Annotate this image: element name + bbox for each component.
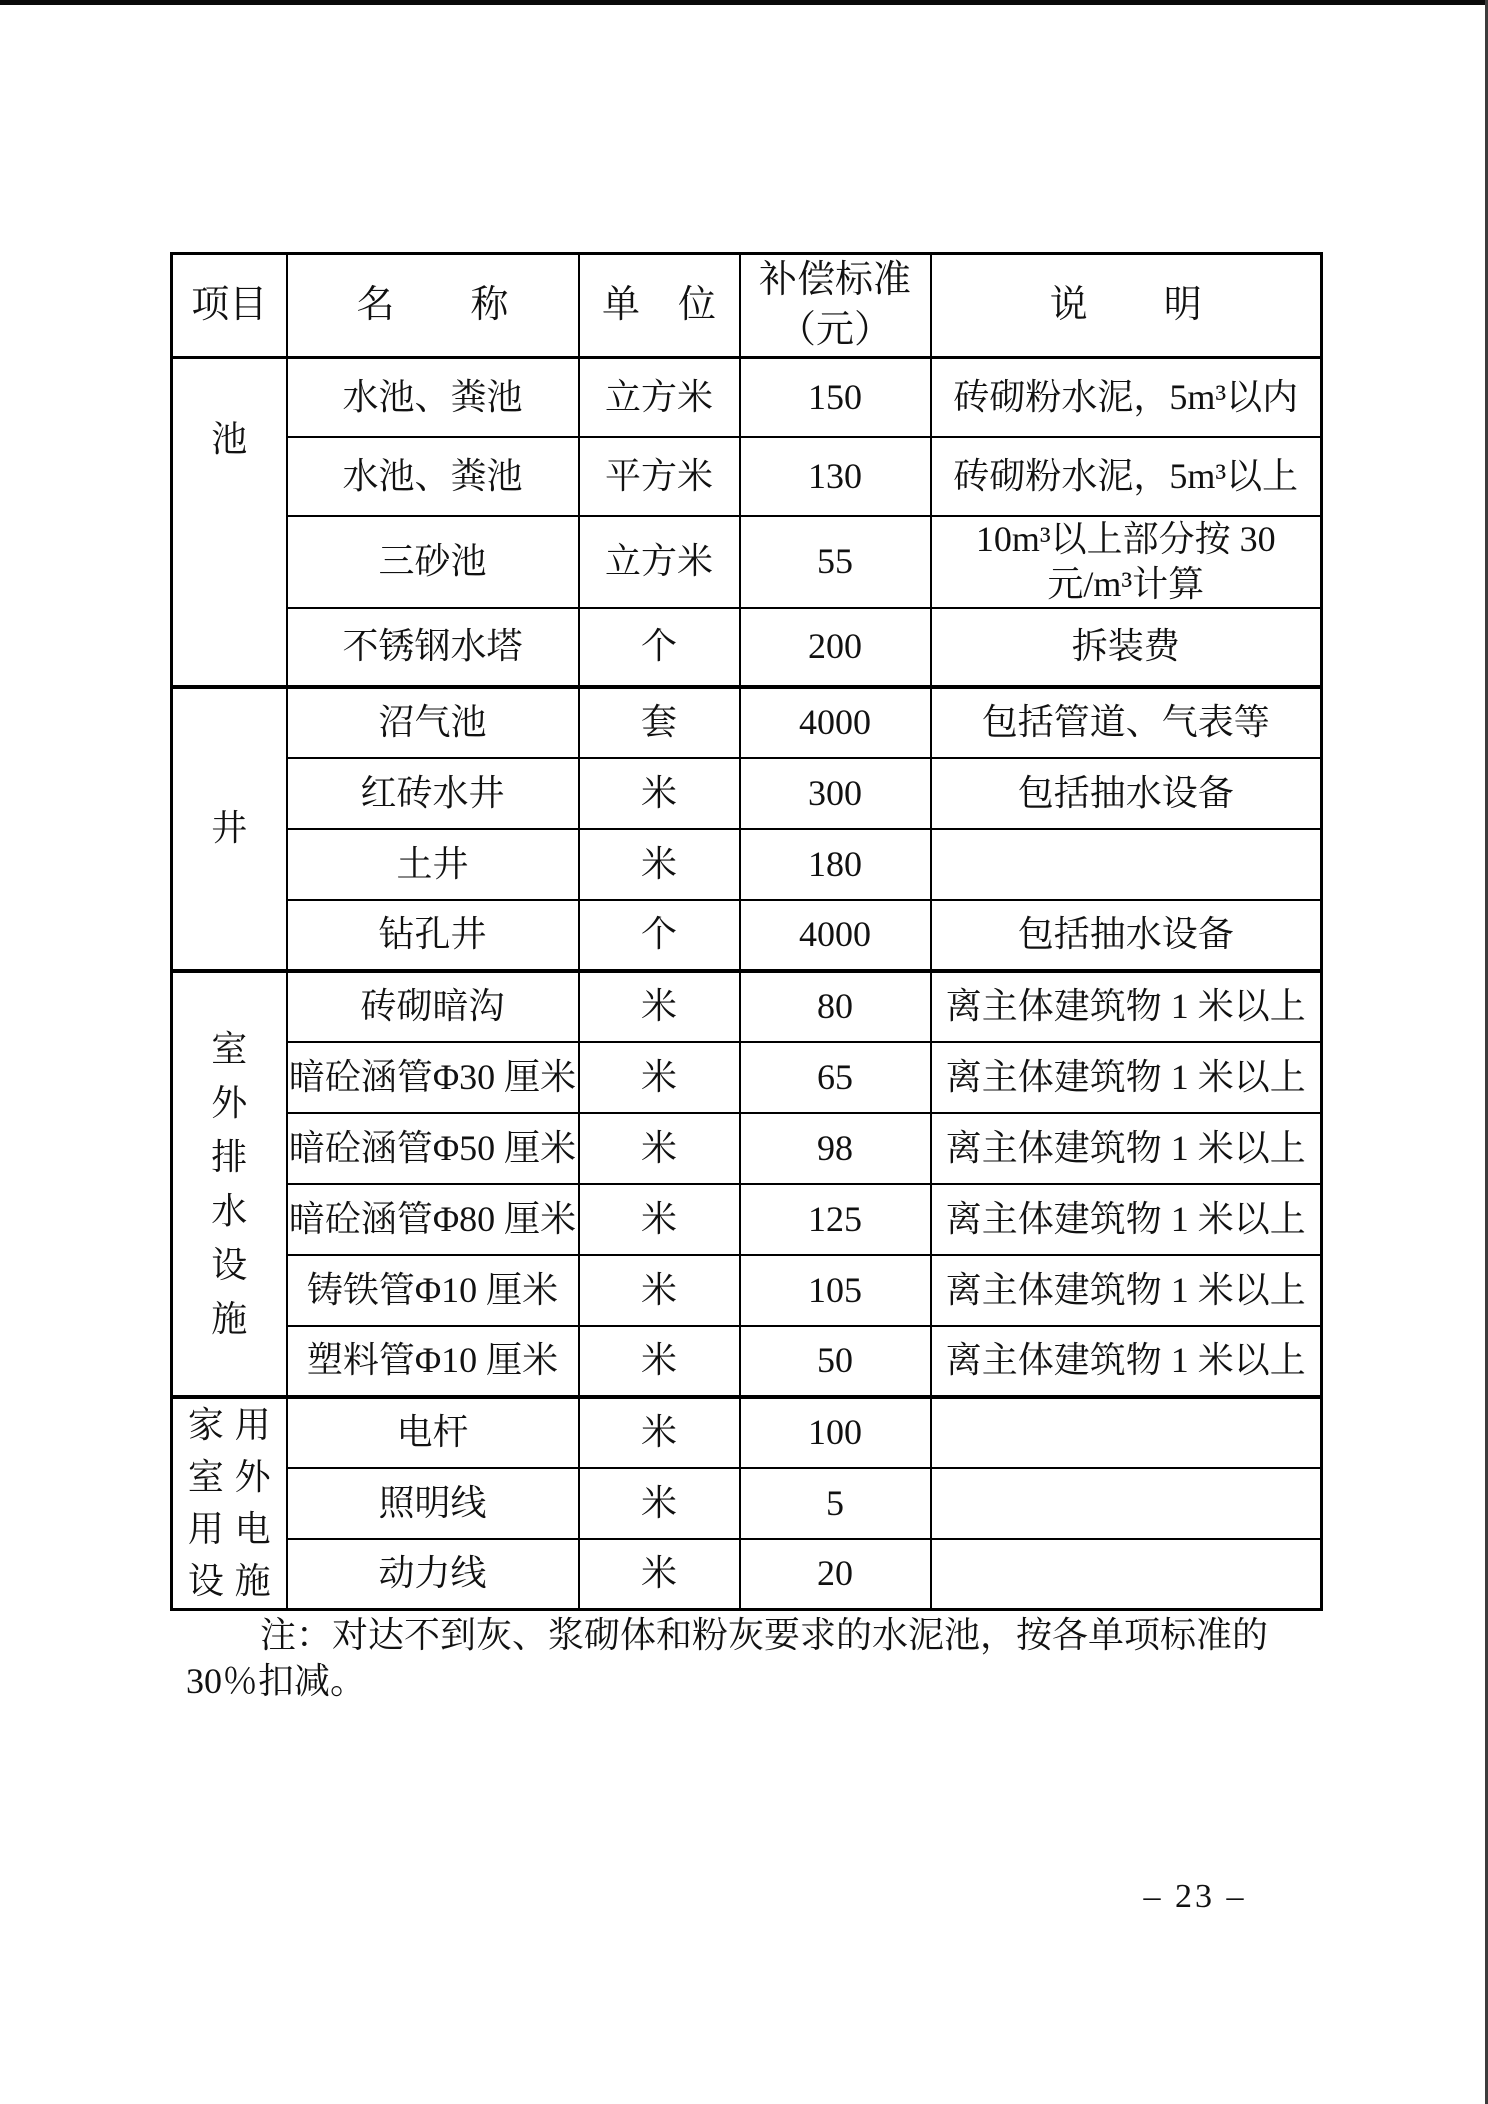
unit-cell: 立方米	[579, 358, 740, 437]
name-cell: 暗砼涵管Φ30 厘米	[287, 1042, 579, 1113]
table-row	[172, 437, 1322, 516]
name-cell: 暗砼涵管Φ80 厘米	[287, 1184, 579, 1255]
unit-cell: 平方米	[579, 437, 740, 516]
table-row	[172, 758, 1322, 829]
value-cell: 80	[740, 971, 931, 1042]
unit-cell: 米	[579, 971, 740, 1042]
desc-cell: 离主体建筑物 1 米以上	[931, 1184, 1322, 1255]
unit-cell: 米	[579, 1042, 740, 1113]
unit-cell: 米	[579, 1184, 740, 1255]
name-cell: 三砂池	[287, 516, 579, 608]
name-cell: 钻孔井	[287, 900, 579, 971]
desc-cell: 10m³以上部分按 30 元/m³计算	[931, 516, 1322, 608]
value-cell: 20	[740, 1539, 931, 1610]
name-cell: 动力线	[287, 1539, 579, 1610]
header-item: 项目	[172, 254, 287, 358]
group-label-text: 室外排水设施	[211, 1028, 248, 1339]
desc-cell	[931, 1468, 1322, 1539]
group-label-text	[173, 1399, 286, 1608]
unit-cell: 米	[579, 1397, 740, 1468]
unit-cell: 米	[579, 1255, 740, 1326]
desc-cell: 离主体建筑物 1 米以上	[931, 1255, 1322, 1326]
name-cell: 暗砼涵管Φ50 厘米	[287, 1113, 579, 1184]
desc-cell: 拆装费	[931, 608, 1322, 687]
unit-cell: 米	[579, 1113, 740, 1184]
desc-cell	[931, 829, 1322, 900]
value-cell: 150	[740, 358, 931, 437]
table-row	[172, 971, 1322, 1042]
unit-cell: 个	[579, 900, 740, 971]
value-cell: 105	[740, 1255, 931, 1326]
group-label-line: 设施	[187, 1561, 282, 1602]
table-row	[172, 1042, 1322, 1113]
table-row	[172, 516, 1322, 608]
desc-cell: 砖砌粉水泥，5m³以内	[931, 358, 1322, 437]
value-cell: 200	[740, 608, 931, 687]
page-number: – 23 –	[1143, 1878, 1247, 1915]
desc-cell: 包括抽水设备	[931, 758, 1322, 829]
table-row	[172, 1326, 1322, 1397]
value-cell: 5	[740, 1468, 931, 1539]
value-cell: 4000	[740, 687, 931, 758]
value-cell: 300	[740, 758, 931, 829]
header-note: 说 明	[931, 254, 1322, 358]
value-cell: 100	[740, 1397, 931, 1468]
name-cell: 砖砌暗沟	[287, 971, 579, 1042]
unit-cell: 立方米	[579, 516, 740, 608]
table-row	[172, 1539, 1322, 1610]
name-cell: 塑料管Φ10 厘米	[287, 1326, 579, 1397]
value-cell: 98	[740, 1113, 931, 1184]
table-row	[172, 358, 1322, 437]
name-cell: 不锈钢水塔	[287, 608, 579, 687]
table-row	[172, 608, 1322, 687]
unit-cell: 套	[579, 687, 740, 758]
table-row	[172, 687, 1322, 758]
table-row	[172, 1397, 1322, 1468]
group-label-text: 井	[211, 808, 248, 848]
value-cell: 55	[740, 516, 931, 608]
group-label-household-electric	[172, 1397, 287, 1610]
table-row	[172, 1184, 1322, 1255]
compensation-table	[170, 252, 1323, 1611]
unit-cell: 个	[579, 608, 740, 687]
name-cell: 照明线	[287, 1468, 579, 1539]
desc-cell	[931, 1539, 1322, 1610]
scan-top-edge-artifact	[0, 0, 1488, 5]
header-unit: 单 位	[579, 254, 740, 358]
name-cell: 沼气池	[287, 687, 579, 758]
desc-cell	[931, 1397, 1322, 1468]
name-cell: 水池、粪池	[287, 358, 579, 437]
value-cell: 65	[740, 1042, 931, 1113]
header-standard-line1: 补偿标准	[758, 259, 911, 302]
table-row	[172, 829, 1322, 900]
name-cell: 土井	[287, 829, 579, 900]
footnote: 注：对达不到灰、浆砌体和粉灰要求的水泥池，按各单项标准的30％扣减。	[186, 1615, 1269, 1702]
table-row	[172, 1468, 1322, 1539]
desc-cell: 包括抽水设备	[931, 900, 1322, 971]
desc-cell: 离主体建筑物 1 米以上	[931, 1042, 1322, 1113]
header-standard-line2: （元）	[777, 308, 892, 351]
desc-cell: 离主体建筑物 1 米以上	[931, 1326, 1322, 1397]
table-header-row	[172, 254, 1322, 358]
group-label-pool	[172, 358, 287, 687]
header-standard	[740, 254, 931, 358]
name-cell: 电杆	[287, 1397, 579, 1468]
desc-cell: 砖砌粉水泥，5m³以上	[931, 437, 1322, 516]
group-label-well	[172, 687, 287, 971]
name-cell: 水池、粪池	[287, 437, 579, 516]
unit-cell: 米	[579, 758, 740, 829]
group-label-text: 池	[211, 419, 248, 459]
group-label-outdoor-drainage	[172, 971, 287, 1397]
value-cell: 125	[740, 1184, 931, 1255]
unit-cell: 米	[579, 1468, 740, 1539]
table-row	[172, 1255, 1322, 1326]
unit-cell: 米	[579, 829, 740, 900]
name-cell: 铸铁管Φ10 厘米	[287, 1255, 579, 1326]
header-name: 名 称	[287, 254, 579, 358]
value-cell: 180	[740, 829, 931, 900]
unit-cell: 米	[579, 1326, 740, 1397]
group-label-line: 家用	[187, 1404, 282, 1445]
table-row	[172, 1113, 1322, 1184]
value-cell: 4000	[740, 900, 931, 971]
table-row	[172, 900, 1322, 971]
desc-cell: 离主体建筑物 1 米以上	[931, 971, 1322, 1042]
desc-cell: 包括管道、气表等	[931, 687, 1322, 758]
desc-cell: 离主体建筑物 1 米以上	[931, 1113, 1322, 1184]
value-cell: 50	[740, 1326, 931, 1397]
name-cell: 红砖水井	[287, 758, 579, 829]
group-label-line: 室外	[187, 1457, 282, 1498]
value-cell: 130	[740, 437, 931, 516]
unit-cell: 米	[579, 1539, 740, 1610]
group-label-line: 用电	[187, 1509, 282, 1550]
